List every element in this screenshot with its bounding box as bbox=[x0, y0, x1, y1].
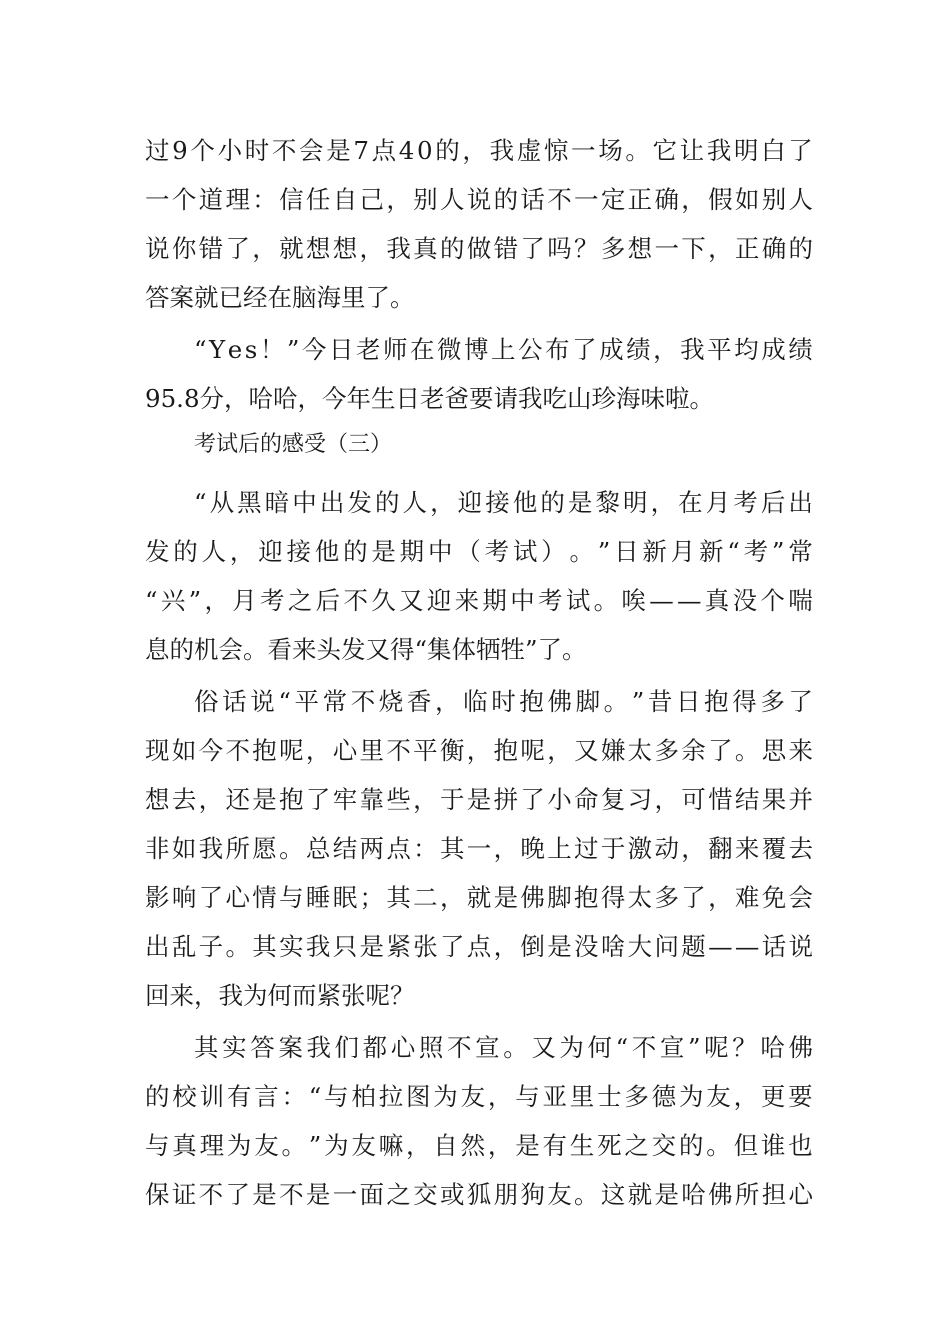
document-body bbox=[145, 131, 813, 1224]
text-line: 非 如 我 所 愿 。 总 结 两 点 ： 其 一 ， 晚 上 过 于 激 动 ， 翻 来 覆 去 bbox=[145, 834, 813, 863]
text-line: 过 9 个 小 时 不 会 是 7 点 4 0 的 ， 我 虚 惊 一 场 。 它 让 我 明 白 了 bbox=[145, 136, 813, 165]
text-line: 影 响 了 心 情 与 睡 眠 ； 其 二 ， 就 是 佛 脚 抱 得 太 多 了 ， 难 免 会 bbox=[145, 883, 813, 912]
text-line: 其 实 答 案 我 们 都 心 照 不 宣 。 又 为 何 “ 不 宣 ” 呢 ？ 哈 佛 bbox=[194, 1033, 813, 1062]
text-line: 答案就已经在脑海里了。 bbox=[145, 283, 415, 312]
text-line: 说 你 错 了 ， 就 想 想 ， 我 真 的 做 错 了 吗 ？ 多 想 一 下 ， 正 确 的 bbox=[145, 234, 813, 263]
text-line: 出 乱 子 。 其 实 我 只 是 紧 张 了 点 ， 倒 是 没 啥 大 问 题 — — 话 说 bbox=[145, 932, 813, 961]
text-line: 保 证 不 了 是 不 是 一 面 之 交 或 狐 朋 狗 友 。 这 就 是 哈 佛 所 担 心 bbox=[145, 1180, 813, 1209]
text-line: 现 如 今 不 抱 呢 ， 心 里 不 平 衡 ， 抱 呢 ， 又 嫌 太 多 余 了 。 思 来 bbox=[145, 736, 813, 765]
text-line: 息的机会。看来头发又得“集体牺牲”了。 bbox=[145, 635, 587, 664]
text-line: “ 兴 ” ， 月 考 之 后 不 久 又 迎 来 期 中 考 试 。 唉 — — 真 没 个 喘 bbox=[145, 586, 813, 615]
text-line: 发 的 人 ， 迎 接 他 的 是 期 中 （ 考 试 ） 。 ” 日 新 月 新 “ 考 ” 常 bbox=[145, 537, 813, 566]
text-line: 俗 话 说 “ 平 常 不 烧 香 ， 临 时 抱 佛 脚 。 ” 昔 日 抱 得 多 了 bbox=[194, 687, 813, 716]
text-line: “ 从 黑 暗 中 出 发 的 人 ， 迎 接 他 的 是 黎 明 ， 在 月 考 后 出 bbox=[194, 488, 813, 517]
text-line: “ Y e s ！ ” 今 日 老 师 在 微 博 上 公 布 了 成 绩 ， 我 平 均 成 绩 bbox=[194, 335, 813, 364]
text-line: 想 去 ， 还 是 抱 了 牢 靠 些 ， 于 是 拼 了 小 命 复 习 ， 可 惜 结 果 并 bbox=[145, 785, 813, 814]
text-line: 一 个 道 理 ： 信 任 自 己 ， 别 人 说 的 话 不 一 定 正 确 ， 假 如 别 人 bbox=[145, 185, 813, 214]
text-line: 95.8分，哈哈，今年生日老爸要请我吃山珍海味啦。 bbox=[145, 384, 715, 413]
text-line: 的 校 训 有 言 ： “ 与 柏 拉 图 为 友 ， 与 亚 里 士 多 德 为 友 ， 更 要 bbox=[145, 1082, 813, 1111]
text-line: 与 真 理 为 友 。 ” 为 友 嘛 ， 自 然 ， 是 有 生 死 之 交 的 。 但 谁 也 bbox=[145, 1131, 813, 1160]
text-line: 回来，我为何而紧张呢？ bbox=[145, 981, 415, 1010]
section-heading: 考试后的感受（三） bbox=[194, 432, 393, 457]
